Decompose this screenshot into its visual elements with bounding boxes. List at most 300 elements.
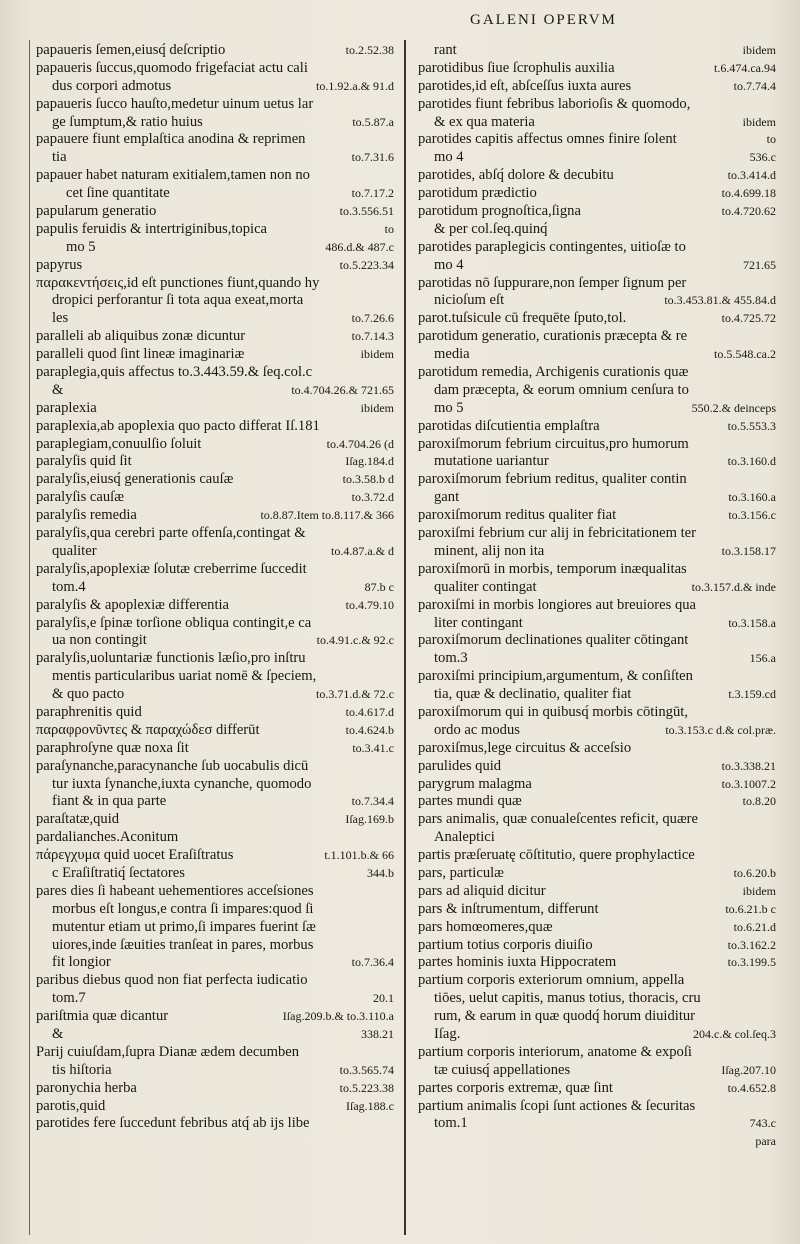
entry-text: paraplegia,quis affectus to.3.443.59.& ſeq.col.c [36, 364, 313, 381]
entry-text: paroxiſmi febrium cur alij in febricitationem ter [418, 525, 696, 542]
index-entry [36, 203, 394, 221]
entry-text: mutentur etiam ut primo,ſi impares fuerint ſæ [52, 918, 316, 935]
index-column-left [36, 42, 394, 1133]
entry-text: dam præcepta, & eorum omnium cenſura to [434, 381, 689, 398]
index-entry [418, 203, 776, 221]
entry-reference: 204.c.& col.ſeq.3 [693, 1026, 776, 1041]
entry-reference: 156.a [749, 651, 776, 666]
index-entry [36, 275, 394, 293]
entry-text: partes hominis iuxta Hippocratem [418, 954, 617, 971]
index-entry [36, 310, 394, 328]
entry-text: parotis,quid [36, 1097, 106, 1114]
entry-text: paralyſis remedia [36, 507, 137, 524]
index-entry [36, 972, 394, 990]
index-entry [36, 382, 394, 400]
index-entry [418, 597, 776, 615]
index-entry [36, 507, 394, 525]
index-entry [418, 292, 776, 310]
index-entry [36, 328, 394, 346]
index-entry [36, 149, 394, 167]
entry-text: uiores,inde ſæuities tranſeat in pares, morbus [52, 936, 314, 953]
entry-text: paroxiſmorum febrium circuitus,pro humorum [418, 435, 689, 452]
index-entry [36, 650, 394, 668]
entry-text: paraphroſyne quæ noxa ſit [36, 739, 189, 756]
entry-reference: to.3.199.5 [727, 955, 776, 970]
index-entry [418, 811, 776, 829]
entry-reference: 743.c [749, 1116, 776, 1131]
index-entry [36, 776, 394, 794]
entry-reference: to.5.548.ca.2 [714, 347, 776, 362]
entry-reference: to.2.52.38 [345, 43, 394, 57]
index-entry [418, 615, 776, 633]
entry-text: papularum generatio [36, 203, 157, 220]
entry-reference: ibidem [360, 347, 394, 362]
running-header: GALENI OPERVM [470, 12, 617, 28]
index-entry [418, 632, 776, 650]
entry-text: papulis feruidis & intertriginibus,topica [36, 220, 268, 237]
entry-text: nicioſum eſt [434, 292, 505, 309]
entry-text: tia [52, 149, 67, 166]
index-entry [36, 185, 394, 203]
entry-reference: to.7.26.6 [351, 311, 394, 326]
entry-text: paroxiſmi in morbis longiores aut breuiores qua [418, 596, 697, 613]
entry-reference: to [766, 132, 776, 147]
entry-reference: 536.c [749, 150, 776, 165]
entry-text: tæ cuiusq́ appellationes [434, 1061, 571, 1078]
entry-reference: to.3.71.d.& 72.c [316, 687, 394, 702]
entry-text: minent, alij non ita [434, 542, 545, 559]
index-entry [418, 829, 776, 847]
index-entry [418, 239, 776, 257]
index-entry [418, 937, 776, 955]
index-entry [418, 1062, 776, 1080]
entry-reference: to.4.704.26.& 721.65 [291, 382, 394, 397]
entry-text: parotidum prognoſtica,ſigna [418, 203, 581, 220]
index-entry [418, 1133, 776, 1151]
entry-text: paraplexia [36, 399, 97, 416]
index-entry [418, 489, 776, 507]
entry-reference: to.4.91.c.& 92.c [316, 633, 394, 648]
entry-reference: to.7.34.4 [351, 794, 394, 809]
index-entry [418, 847, 776, 865]
index-entry [418, 257, 776, 275]
entry-text: pars ad aliquid dicitur [418, 882, 546, 899]
entry-reference: to.3.153.c d.& col.præ. [665, 722, 776, 737]
entry-text: paroxiſmorū in morbis, temporum inæqualitas [418, 560, 687, 577]
entry-reference: 486.d.& 487.c [325, 239, 394, 254]
index-entry [418, 507, 776, 525]
index-entry [418, 883, 776, 901]
entry-reference: to.4.720.62 [721, 204, 776, 219]
entry-reference: to.8.20 [742, 794, 776, 809]
column-divider [404, 40, 406, 1235]
entry-reference: to.7.14.3 [351, 329, 394, 344]
left-margin-rule [29, 40, 30, 1235]
index-entry [418, 686, 776, 704]
entry-text: παρακεντήσεις,id eſt punctiones fiunt,quando hy [36, 274, 320, 291]
entry-text: paralyſis cauſæ [36, 489, 124, 506]
entry-reference: to.3.72.d [351, 490, 394, 505]
entry-text: paralyſis,apoplexiæ ſolutæ creberrime ſuccedit [36, 560, 307, 577]
entry-text: papaueris ſemen,eiusq́ deſcriptio [36, 42, 226, 58]
index-entry [36, 346, 394, 364]
entry-text: Parij cuiuſdam,ſupra Dianæ ædem decumben [36, 1043, 300, 1060]
index-entry [418, 758, 776, 776]
entry-reference: to.3.453.81.& 455.84.d [664, 293, 776, 308]
entry-text: pariſtmia quæ dicantur [36, 1008, 169, 1025]
entry-text: paronychia herba [36, 1079, 137, 1096]
index-entry [418, 275, 776, 293]
index-entry [36, 167, 394, 185]
entry-reference: 344.b [367, 865, 394, 880]
index-entry [36, 561, 394, 579]
entry-text: tom.7 [52, 990, 86, 1007]
index-entry [36, 1098, 394, 1116]
index-entry [36, 400, 394, 418]
index-entry [418, 149, 776, 167]
index-entry [36, 704, 394, 722]
index-entry [36, 1115, 394, 1133]
index-entry [418, 436, 776, 454]
entry-text: dropici perforantur ſi tota aqua exeat,morta [52, 292, 304, 309]
index-entry [36, 937, 394, 955]
entry-reference: to.7.17.2 [351, 186, 394, 201]
entry-text: pars homœomeres,quæ [418, 918, 553, 935]
index-entry [36, 543, 394, 561]
index-entry [36, 418, 394, 436]
entry-text: cet ſine quantitate [66, 185, 170, 202]
entry-text: mo 4 [434, 149, 464, 166]
entry-text: parotidas diſcutientia emplaſtra [418, 417, 600, 434]
entry-reference: to.3.160.d [727, 454, 776, 469]
index-entry [36, 114, 394, 132]
entry-reference: to.3.1007.2 [721, 776, 776, 791]
entry-text: rant [434, 42, 457, 58]
entry-reference: to.4.704.26 (d [326, 436, 394, 451]
index-entry [36, 436, 394, 454]
entry-text: paraſtatæ,quid [36, 811, 120, 828]
entry-text: partes corporis extremæ, quæ ſint [418, 1079, 613, 1096]
entry-reference: to.3.338.21 [721, 758, 776, 773]
index-entry [36, 1062, 394, 1080]
index-entry [418, 972, 776, 990]
entry-text: Iſag. [434, 1025, 461, 1042]
entry-text: parulides quid [418, 757, 502, 774]
entry-text: papaueris ſuccus,quomodo frigefaciat actu cali [36, 59, 308, 76]
index-entry [418, 131, 776, 149]
index-entry [36, 865, 394, 883]
index-entry [36, 221, 394, 239]
entry-reference: to.3.158.17 [721, 543, 776, 558]
entry-text: paralyſis,uoluntariæ functionis læſio,pro inſtru [36, 650, 306, 667]
index-entry [36, 793, 394, 811]
entry-reference: para [755, 1134, 776, 1149]
entry-reference: to.3.158.a [728, 615, 776, 630]
entry-text: mo 5 [434, 399, 464, 416]
index-entry [36, 42, 394, 60]
entry-reference: to.5.223.38 [339, 1080, 394, 1095]
entry-text: parotides fiunt febribus laborioſis & quomodo, [418, 95, 691, 112]
entry-reference: t.1.101.b.& 66 [324, 848, 394, 863]
index-entry [36, 1026, 394, 1044]
index-entry [418, 901, 776, 919]
entry-text: ordo ac modus [434, 721, 520, 738]
index-entry [36, 292, 394, 310]
entry-text: parotidum remedia, Archigenis curationis quæ [418, 364, 689, 381]
entry-reference: Iſag.169.b [345, 812, 394, 827]
entry-reference: to.6.20.b [733, 865, 776, 880]
entry-reference: to.5.553.3 [727, 418, 776, 433]
entry-text: paroxiſmi principium,argumentum, & conſiſten [418, 668, 693, 685]
index-entry [418, 310, 776, 328]
index-entry [36, 364, 394, 382]
index-entry [36, 1080, 394, 1098]
entry-text: partium totius corporis diuiſio [418, 936, 593, 953]
index-entry [36, 239, 394, 257]
index-entry [36, 471, 394, 489]
index-entry [36, 96, 394, 114]
entry-text: paroxiſmus,lege circuitus & acceſsio [418, 739, 632, 756]
entry-text: papauer habet naturam exitialem,tamen non no [36, 167, 310, 184]
index-entry [418, 776, 776, 794]
entry-text: parotidas nō ſuppurare,non ſemper ſignum per [418, 274, 687, 291]
index-entry [418, 793, 776, 811]
index-entry [418, 78, 776, 96]
entry-text: gant [434, 489, 460, 506]
entry-reference: to.3.157.d.& inde [691, 579, 776, 594]
index-entry [36, 901, 394, 919]
index-entry [418, 990, 776, 1008]
entry-text: parotides capitis affectus omnes finire ſolent [418, 131, 677, 148]
index-entry [36, 78, 394, 96]
entry-text: partis præſeruatę cōſtitutio, quere prophylactice [418, 847, 695, 864]
index-entry [36, 453, 394, 471]
index-entry [418, 114, 776, 132]
entry-reference: to.5.87.a [352, 114, 394, 129]
index-entry [418, 865, 776, 883]
entry-text: paralyſis,e ſpinæ torſione obliqua contingit,e ca [36, 614, 312, 631]
entry-reference: to.1.92.a.& 91.d [316, 78, 394, 93]
entry-text: dus corpori admotus [52, 77, 172, 94]
entry-reference: to.3.58.b d [342, 472, 394, 487]
index-entry [418, 328, 776, 346]
entry-text: parotides, abſq́ dolore & decubitu [418, 167, 614, 184]
entry-text: & per col.ſeq.quinq́ [434, 220, 548, 237]
entry-reference: to.3.414.d [727, 168, 776, 183]
entry-reference: to.4.617.d [345, 704, 394, 719]
entry-text: paralleli ab aliquibus zonæ dicuntur [36, 328, 246, 345]
entry-text: pardalianches.Aconitum [36, 829, 179, 846]
entry-reference: ibidem [742, 43, 776, 57]
entry-reference: 338.21 [361, 1026, 394, 1041]
entry-reference: to.4.652.8 [727, 1080, 776, 1095]
entry-reference: to.6.21.b c [725, 901, 776, 916]
entry-reference: to.4.699.18 [721, 186, 776, 201]
entry-reference: 20.1 [373, 991, 394, 1006]
index-entry [36, 525, 394, 543]
index-entry [418, 525, 776, 543]
entry-text: pars animalis, quæ conualeſcentes reficit, quære [418, 811, 699, 828]
index-entry [418, 42, 776, 60]
entry-reference: 721.65 [743, 257, 776, 272]
entry-reference: t.3.159.cd [728, 687, 776, 702]
entry-text: tiōes, uelut capitis, manus totius, thoracis, cru [434, 990, 701, 1007]
index-entry [418, 668, 776, 686]
entry-reference: to.3.41.c [352, 740, 394, 755]
entry-reference: to.3.162.2 [727, 937, 776, 952]
entry-reference: Iſag.184.d [345, 454, 394, 469]
entry-text: tur iuxta ſynanche,iuxta cynanche, quomodo [52, 775, 312, 792]
entry-reference: t.6.474.ca.94 [714, 60, 776, 75]
entry-reference: ibidem [360, 400, 394, 415]
entry-text: pars, particulæ [418, 864, 504, 881]
index-entry [418, 346, 776, 364]
index-entry [36, 811, 394, 829]
index-entry [418, 60, 776, 78]
entry-text: fit longior [52, 954, 111, 971]
index-entry [418, 704, 776, 722]
index-entry [36, 615, 394, 633]
entry-reference: to [384, 221, 394, 236]
entry-text: tis hiſtoria [52, 1061, 112, 1078]
entry-text: & [52, 1025, 64, 1042]
index-entry [36, 597, 394, 615]
entry-reference: to.4.79.10 [345, 597, 394, 612]
entry-text: paralyſis,eiusq́ generationis cauſæ [36, 471, 234, 488]
entry-text: mo 5 [66, 238, 96, 255]
entry-text: parotides,id eſt, abſceſſus iuxta aures [418, 77, 632, 94]
index-entry [418, 185, 776, 203]
index-entry [36, 829, 394, 847]
entry-reference: to.3.160.a [728, 490, 776, 505]
entry-reference: ibidem [742, 114, 776, 129]
entry-text: partium corporis interiorum, anatome & expoſi [418, 1043, 692, 1060]
index-entry [418, 400, 776, 418]
entry-reference: Iſag.209.b.& to.3.110.a [282, 1009, 394, 1024]
entry-reference: to.4.725.72 [721, 311, 776, 326]
entry-text: papauere fiunt emplaſtica anodina & reprimen [36, 131, 306, 148]
index-entry [418, 1098, 776, 1116]
entry-text: πάρεγχυμα quid uocet Eraſiſtratus [36, 847, 234, 864]
index-entry [36, 579, 394, 597]
index-column-right [418, 42, 776, 1151]
entry-text: ge ſumptum,& ratio huius [52, 113, 203, 130]
index-entry [418, 418, 776, 436]
entry-reference: to.3.565.74 [339, 1062, 394, 1077]
index-entry [36, 1044, 394, 1062]
index-entry [36, 60, 394, 78]
index-entry [418, 1080, 776, 1098]
entry-text: paraphrenitis quid [36, 703, 142, 720]
entry-text: papyrus [36, 256, 83, 273]
entry-text: pars & inſtrumentum, differunt [418, 900, 599, 917]
index-entry [418, 954, 776, 972]
index-entry [36, 722, 394, 740]
index-entry [418, 579, 776, 597]
entry-text: paralyſis,qua cerebri parte offenſa,contingat & [36, 525, 306, 542]
index-entry [36, 740, 394, 758]
index-entry [418, 221, 776, 239]
index-entry [418, 1026, 776, 1044]
entry-text: pares dies ſi habeant uehementiores acceſsiones [36, 882, 314, 899]
entry-reference: to.4.87.a.& d [331, 543, 394, 558]
entry-text: morbus eſt longus,e contra ſi impares:quod ſi [52, 900, 314, 917]
entry-reference: to.7.74.4 [733, 78, 776, 93]
index-entry [418, 382, 776, 400]
index-entry [418, 650, 776, 668]
entry-text: paraplegiam,conuulſio ſoluit [36, 435, 202, 452]
entry-text: mutatione uariantur [434, 453, 549, 470]
index-entry [418, 1115, 776, 1133]
entry-reference: to.6.21.d [733, 919, 776, 934]
entry-text: & [52, 381, 64, 398]
entry-text: parotidum generatio, curationis præcepta & re [418, 328, 688, 345]
index-entry [418, 1044, 776, 1062]
index-entry [36, 758, 394, 776]
entry-text: parotides fere ſuccedunt febribus atq́ ab ijs libe [36, 1115, 310, 1132]
entry-text: παραφρονῦντες & παραχώδεσ differūt [36, 721, 260, 738]
index-entry [36, 919, 394, 937]
index-entry [418, 1008, 776, 1026]
index-entry [36, 686, 394, 704]
entry-text: parot.tuſsicule cū frequēte ſputo,tol. [418, 310, 627, 327]
entry-text: paralleli quod ſint lineæ imaginariæ [36, 346, 245, 363]
index-entry [36, 668, 394, 686]
entry-text: Analeptici [434, 829, 495, 846]
index-entry [418, 740, 776, 758]
entry-text: tia, quæ & declinatio, qualiter fiat [434, 686, 632, 703]
entry-text: fiant & in qua parte [52, 793, 167, 810]
index-entry [418, 96, 776, 114]
index-entry [36, 632, 394, 650]
entry-reference: to.3.556.51 [339, 204, 394, 219]
entry-text: media [434, 346, 470, 363]
index-entry [36, 257, 394, 275]
entry-text: partes mundi quæ [418, 793, 522, 810]
entry-text: paribus diebus quod non fiat perfecta iudicatio [36, 972, 308, 989]
entry-text: paraplexia,ab apoplexia quo pacto differat Iſ.181 [36, 417, 320, 434]
entry-text: les [52, 310, 69, 327]
index-entry [36, 990, 394, 1008]
entry-text: qualiter [52, 542, 97, 559]
entry-text: parygrum malagma [418, 775, 532, 792]
entry-reference: ibidem [742, 883, 776, 898]
entry-text: partium corporis exteriorum omnium, appella [418, 972, 685, 989]
entry-reference: to.8.87.Item to.8.117.& 366 [260, 508, 394, 523]
index-entry [36, 883, 394, 901]
entry-reference: to.7.36.4 [351, 955, 394, 970]
entry-text: paralyſis quid ſit [36, 453, 132, 470]
entry-text: rum, & earum in quæ quodq́ horum diuiditur [434, 1008, 696, 1025]
entry-text: paroxiſmorum declinationes qualiter cōtingant [418, 632, 689, 649]
entry-text: paroxiſmorum reditus qualiter fiat [418, 507, 617, 524]
entry-reference: to.7.31.6 [351, 150, 394, 165]
entry-text: paraſynanche,paracynanche ſub uocabulis dicū [36, 757, 309, 774]
entry-text: qualiter contingat [434, 578, 537, 595]
entry-reference: to.5.223.34 [339, 257, 394, 272]
entry-text: tom.4 [52, 578, 86, 595]
index-entry [36, 847, 394, 865]
index-entry [36, 489, 394, 507]
entry-text: mentis particularibus uariat nomē & ſpeciem, [52, 668, 317, 685]
entry-text: mo 4 [434, 256, 464, 273]
entry-text: & ex qua materia [434, 113, 535, 130]
entry-text: papaueris ſucco hauſto,medetur uinum uetus lar [36, 95, 314, 112]
entry-text: tom.3 [434, 650, 468, 667]
entry-text: c Eraſiſtratiq́ ſectatores [52, 864, 185, 881]
entry-reference: to.3.156.c [728, 508, 776, 523]
index-entry [418, 453, 776, 471]
